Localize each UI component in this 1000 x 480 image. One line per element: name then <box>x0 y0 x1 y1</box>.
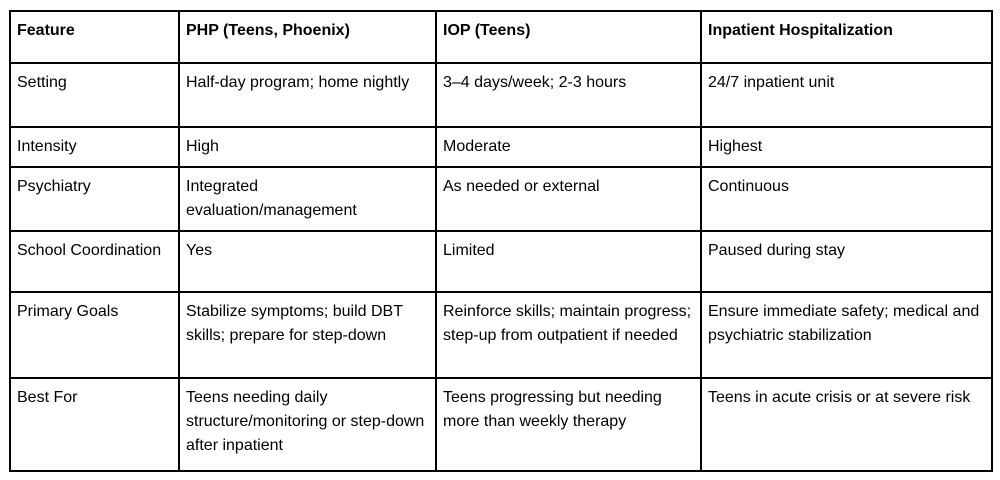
cell-iop-intensity: Moderate <box>436 127 701 167</box>
cell-iop-setting: 3–4 days/week; 2-3 hours <box>436 63 701 127</box>
comparison-table <box>9 10 993 472</box>
cell-php-setting: Half-day program; home nightly <box>179 63 436 127</box>
cell-inpatient-setting: 24/7 inpatient unit <box>701 63 992 127</box>
cell-php-goals: Stabilize symptoms; build DBT skills; prepare for step-down <box>179 292 436 378</box>
table-row <box>10 63 992 127</box>
cell-iop-school: Limited <box>436 231 701 292</box>
cell-inpatient-school: Paused during stay <box>701 231 992 292</box>
row-label-setting: Setting <box>10 63 179 127</box>
header-inpatient: Inpatient Hospitalization <box>701 11 992 63</box>
table-header-row <box>10 11 992 63</box>
header-php: PHP (Teens, Phoenix) <box>179 11 436 63</box>
cell-php-best-for: Teens needing daily structure/monitoring or step-down after inpatient <box>179 378 436 471</box>
cell-php-school: Yes <box>179 231 436 292</box>
row-label-best-for: Best For <box>10 378 179 471</box>
table-row <box>10 231 992 292</box>
row-label-intensity: Intensity <box>10 127 179 167</box>
row-label-school: School Coordination <box>10 231 179 292</box>
row-label-goals: Primary Goals <box>10 292 179 378</box>
cell-inpatient-best-for: Teens in acute crisis or at severe risk <box>701 378 992 471</box>
cell-php-intensity: High <box>179 127 436 167</box>
header-iop: IOP (Teens) <box>436 11 701 63</box>
table-row <box>10 127 992 167</box>
table-row <box>10 378 992 471</box>
cell-iop-goals: Reinforce skills; maintain progress; step-up from outpatient if needed <box>436 292 701 378</box>
row-label-psychiatry: Psychiatry <box>10 167 179 231</box>
table-row <box>10 292 992 378</box>
cell-iop-psychiatry: As needed or external <box>436 167 701 231</box>
cell-inpatient-goals: Ensure immediate safety; medical and psychiatric stabilization <box>701 292 992 378</box>
cell-php-psychiatry: Integrated evaluation/management <box>179 167 436 231</box>
cell-inpatient-intensity: Highest <box>701 127 992 167</box>
header-feature: Feature <box>10 11 179 63</box>
cell-inpatient-psychiatry: Continuous <box>701 167 992 231</box>
table-row <box>10 167 992 231</box>
cell-iop-best-for: Teens progressing but needing more than weekly therapy <box>436 378 701 471</box>
